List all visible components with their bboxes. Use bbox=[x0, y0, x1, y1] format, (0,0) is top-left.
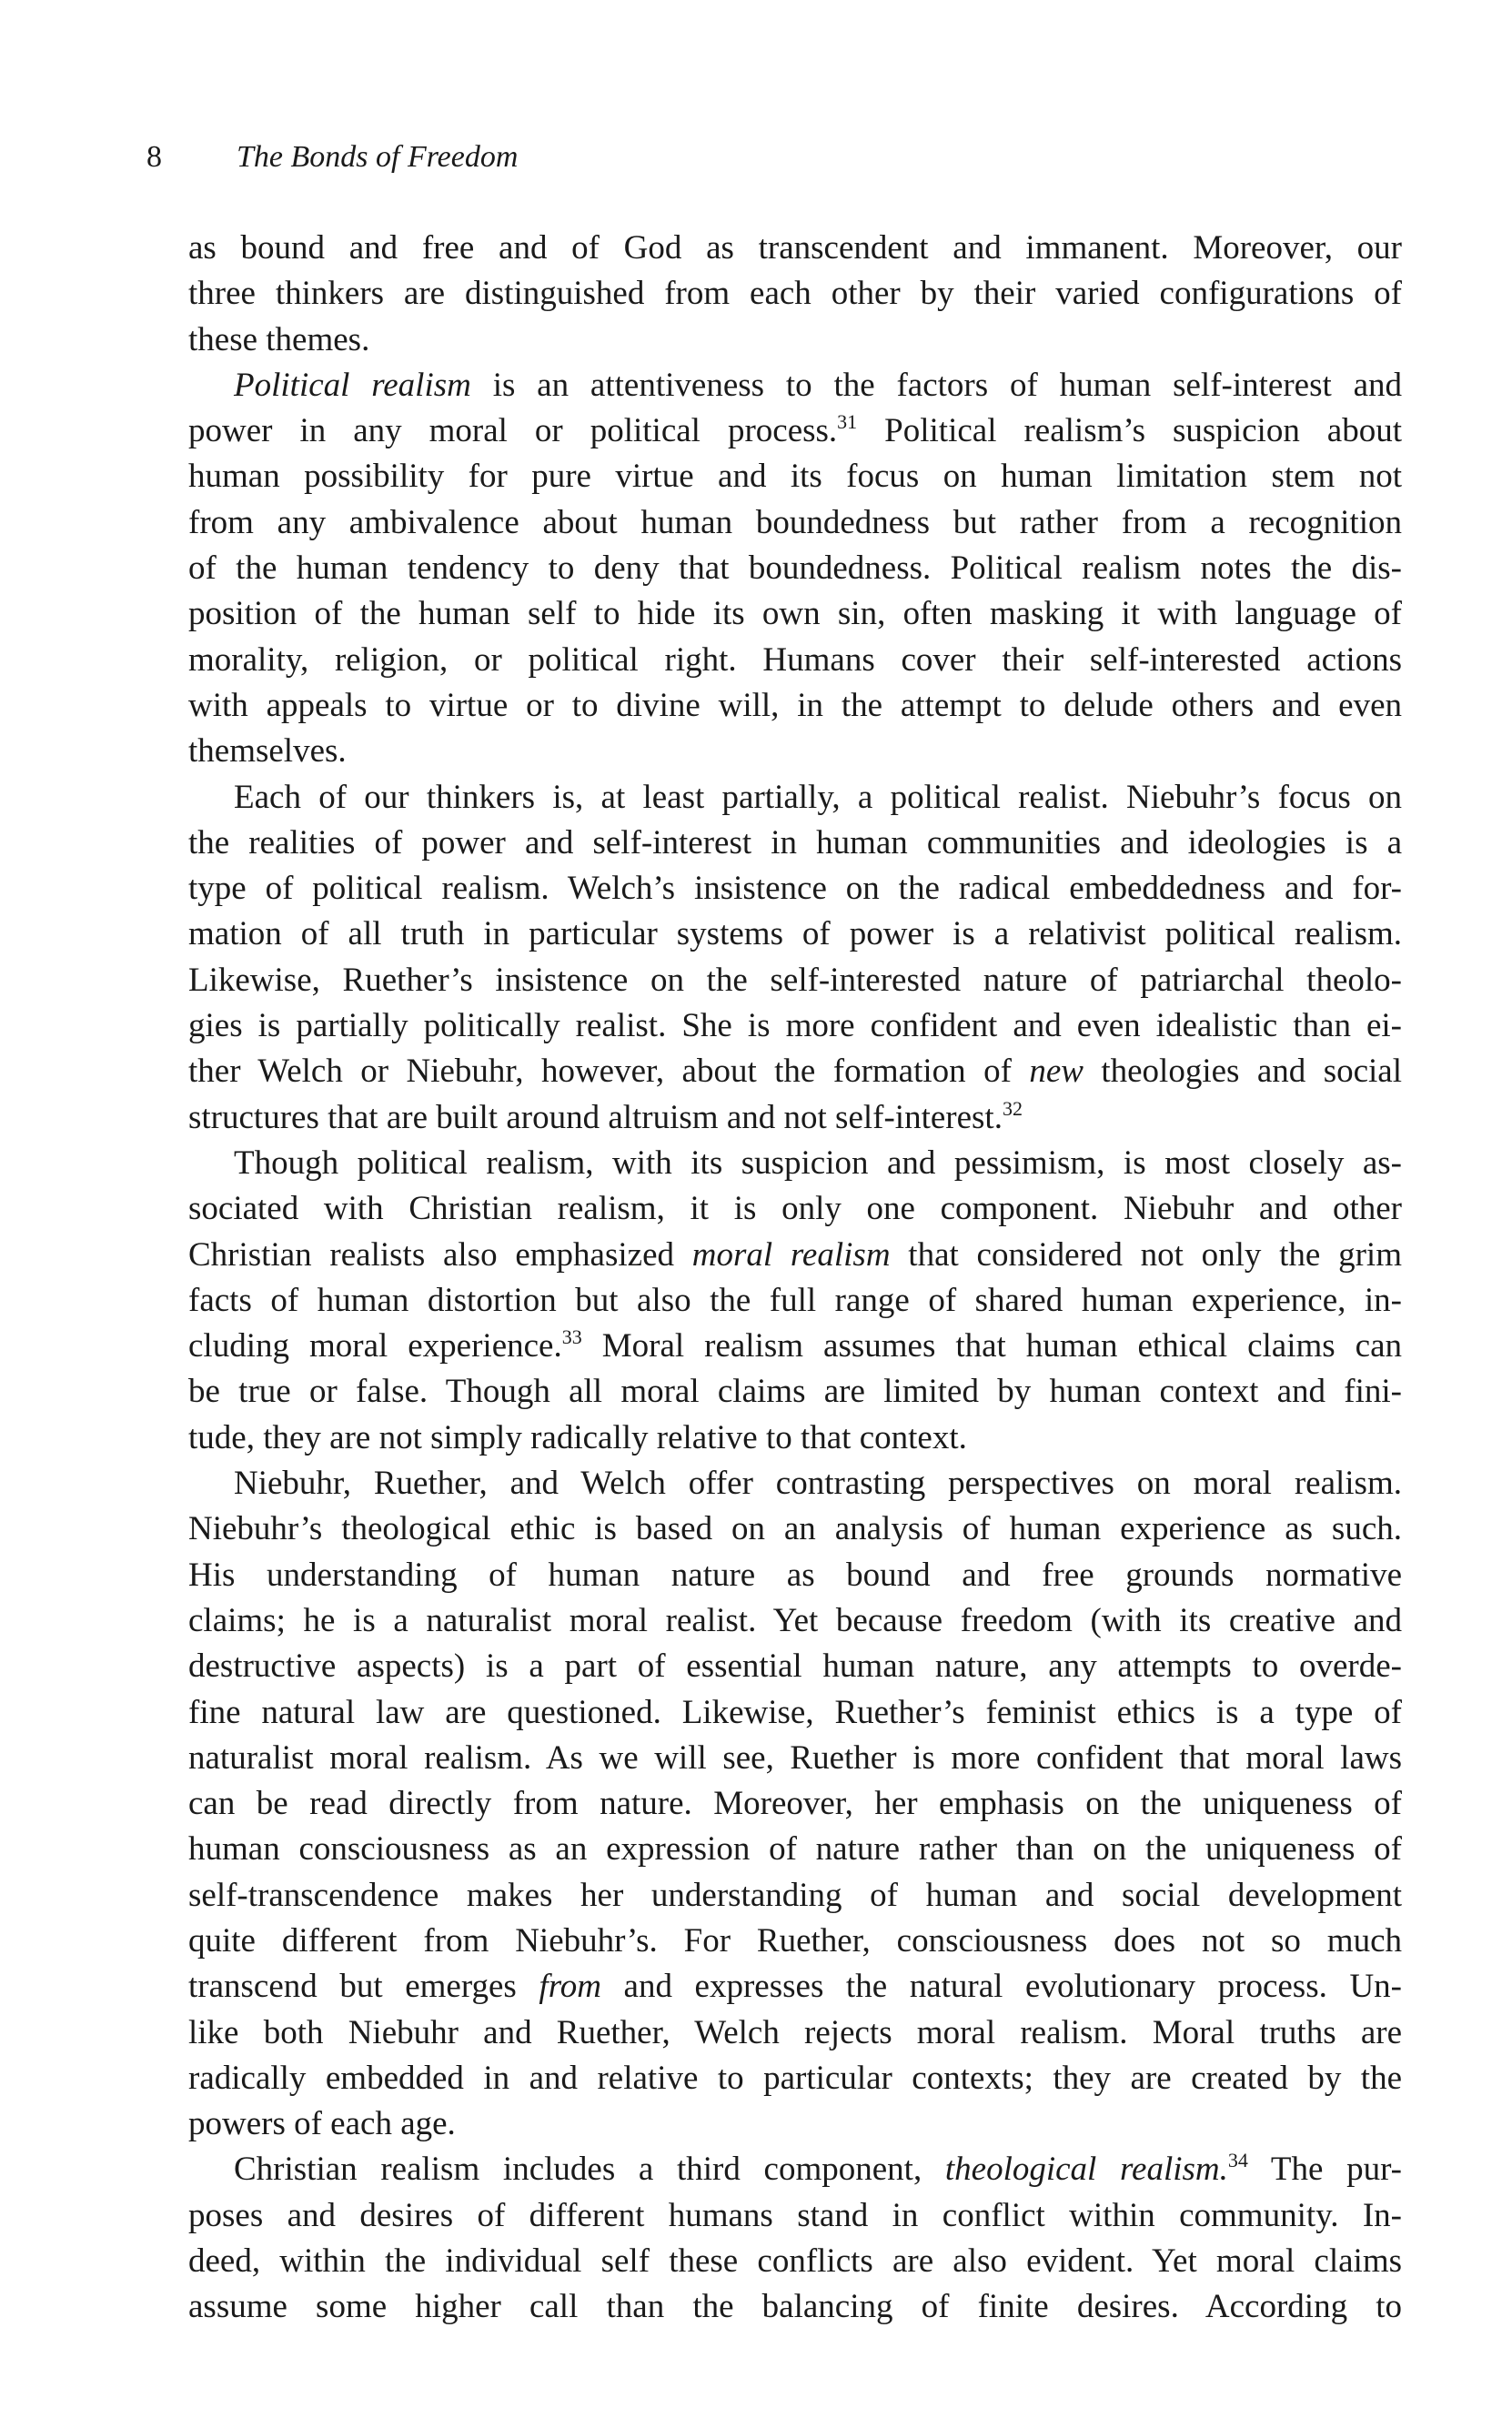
text-run: transcend but emerges bbox=[188, 1968, 539, 2006]
text-line bbox=[188, 2101, 1402, 2147]
text-run: destructive aspects) is a part of essential human nature, any attempts to overde- bbox=[188, 1647, 1402, 1686]
text-line bbox=[188, 408, 1402, 454]
text-run: that considered not only the grim bbox=[890, 1235, 1402, 1274]
text-line bbox=[188, 1919, 1402, 1964]
emphasis-text: moral realism bbox=[691, 1235, 891, 1274]
text-run: mation of all truth in particular systems of power is a relativist political realism. bbox=[188, 915, 1402, 953]
text-run: of the human tendency to deny that boundedness. Political realism notes the dis- bbox=[188, 549, 1402, 588]
text-run: Moral realism assumes that human ethical claims can bbox=[581, 1327, 1403, 1365]
text-run: deed, within the individual self these conflicts are also evident. Yet moral claims bbox=[188, 2242, 1402, 2281]
text-run: Niebuhr’s theological ethic is based on an analysis of human experience as such. bbox=[188, 1510, 1402, 1548]
text-run: Niebuhr, Ruether, and Welch offer contrasting perspectives on moral realism. bbox=[234, 1465, 1402, 1503]
text-run: theologies and social bbox=[1083, 1053, 1402, 1091]
emphasis-text: Political realism bbox=[234, 366, 471, 404]
text-run: Likewise, Ruether’s insistence on the self-interested nature of patriarchal theolo- bbox=[188, 961, 1402, 999]
text-run: as bound and free and of God as transcendent and immanent. Moreover, our bbox=[188, 229, 1402, 267]
text-run: cluding moral experience. bbox=[188, 1327, 562, 1365]
text-line bbox=[188, 363, 1402, 408]
text-run: poses and desires of different humans stand in conflict within community. In- bbox=[188, 2196, 1402, 2234]
text-line bbox=[188, 1141, 1402, 1186]
text-line bbox=[188, 2056, 1402, 2101]
emphasis-text: new bbox=[1029, 1053, 1084, 1091]
text-run: claims; he is a naturalist moral realist. Yet because freedom (with its creative and bbox=[188, 1601, 1402, 1639]
text-line bbox=[188, 454, 1402, 499]
text-line bbox=[188, 2239, 1402, 2284]
paragraph bbox=[188, 1141, 1402, 1461]
footnote-ref: 31 bbox=[837, 410, 858, 434]
text-line bbox=[188, 821, 1402, 866]
text-line bbox=[188, 1827, 1402, 1872]
paragraph bbox=[188, 226, 1402, 363]
text-line bbox=[188, 2010, 1402, 2056]
text-line bbox=[188, 546, 1402, 591]
text-run: human consciousness as an expression of nature rather than on the uniqueness of bbox=[188, 1830, 1402, 1869]
footnote-ref: 34 bbox=[1227, 2149, 1248, 2172]
running-head bbox=[146, 135, 519, 180]
text-line bbox=[188, 683, 1402, 729]
paragraph bbox=[188, 1461, 1402, 2147]
text-run: assume some higher call than the balancing of finite desires. According to bbox=[188, 2288, 1402, 2326]
text-line bbox=[188, 1461, 1402, 1506]
text-run: fine natural law are questioned. Likewise, Ruether’s feminist ethics is a type of bbox=[188, 1693, 1402, 1731]
footnote-ref: 33 bbox=[561, 1325, 582, 1349]
text-run: themselves. bbox=[188, 732, 347, 771]
text-line bbox=[188, 317, 1402, 363]
text-run: position of the human self to hide its own sin, often masking it with language of bbox=[188, 595, 1402, 633]
paragraph bbox=[188, 2147, 1402, 2330]
text-run: three thinkers are distinguished from each other by their varied configurations of bbox=[188, 275, 1402, 313]
text-line bbox=[188, 775, 1402, 821]
text-run: Though political realism, with its suspicion and pessimism, is most closely as- bbox=[234, 1144, 1402, 1182]
text-line bbox=[188, 226, 1402, 271]
text-run: power in any moral or political process. bbox=[188, 412, 838, 450]
text-run: sociated with Christian realism, it is only one component. Niebuhr and other bbox=[188, 1190, 1402, 1228]
text-line bbox=[188, 1598, 1402, 1644]
text-run: these themes. bbox=[188, 320, 370, 358]
text-run: ther Welch or Niebuhr, however, about the formation of bbox=[188, 1053, 1030, 1091]
text-run: type of political realism. Welch’s insistence on the radical embeddedness and for- bbox=[188, 870, 1402, 908]
text-line bbox=[188, 1003, 1402, 1049]
text-run: The pur- bbox=[1247, 2151, 1402, 2189]
text-line bbox=[188, 2193, 1402, 2239]
text-run: His understanding of human nature as bound and free grounds normative bbox=[188, 1556, 1402, 1594]
text-run: facts of human distortion but also the full range of shared human experience, in- bbox=[188, 1281, 1402, 1319]
text-line bbox=[188, 2284, 1402, 2330]
text-line bbox=[188, 1095, 1402, 1141]
text-run: like both Niebuhr and Ruether, Welch rejects moral realism. Moral truths are bbox=[188, 2013, 1402, 2051]
text-run: with appeals to virtue or to divine will, in the attempt to delude others and even bbox=[188, 686, 1402, 724]
emphasis-text: from bbox=[539, 1968, 601, 2006]
text-line bbox=[188, 1873, 1402, 1919]
text-run: gies is partially politically realist. She is more confident and even idealistic than ei- bbox=[188, 1007, 1402, 1045]
text-run: Each of our thinkers is, at least partially, a political realist. Niebuhr’s focus on bbox=[234, 778, 1402, 816]
text-line bbox=[188, 1278, 1402, 1324]
paragraph bbox=[188, 363, 1402, 775]
text-run: structures that are built around altruism and not self-interest. bbox=[188, 1098, 1003, 1136]
text-line bbox=[188, 958, 1402, 1003]
text-line bbox=[188, 1644, 1402, 1689]
text-line bbox=[188, 1186, 1402, 1232]
text-line bbox=[188, 1369, 1402, 1415]
text-run: human possibility for pure virtue and its focus on human limitation stem not bbox=[188, 458, 1402, 496]
text-run: and expresses the natural evolutionary process. Un- bbox=[600, 1968, 1402, 2006]
text-line bbox=[188, 1324, 1402, 1369]
text-run: be true or false. Though all moral claims are limited by human context and fini- bbox=[188, 1373, 1402, 1411]
text-line bbox=[188, 1233, 1402, 1278]
text-line bbox=[188, 729, 1402, 774]
text-line bbox=[188, 1736, 1402, 1781]
page-number: 8 bbox=[146, 140, 162, 174]
paragraph bbox=[188, 775, 1402, 1141]
text-run: tude, they are not simply radically relative to that context. bbox=[188, 1418, 967, 1456]
text-run: Political realism’s suspicion about bbox=[857, 412, 1403, 450]
text-run: Christian realism includes a third component, bbox=[234, 2151, 945, 2189]
text-line bbox=[188, 1553, 1402, 1598]
text-line bbox=[188, 912, 1402, 957]
text-run: self-transcendence makes her understanding of human and social development bbox=[188, 1876, 1402, 1914]
text-run: the realities of power and self-interest in human communities and ideologies is a bbox=[188, 823, 1402, 861]
footnote-ref: 32 bbox=[1002, 1096, 1023, 1120]
text-run: from any ambivalence about human boundedness but rather from a recognition bbox=[188, 503, 1402, 541]
text-line bbox=[188, 1416, 1402, 1461]
text-run: is an attentiveness to the factors of human self-interest and bbox=[470, 366, 1402, 404]
emphasis-text: theological realism. bbox=[944, 2151, 1228, 2189]
text-run: radically embedded in and relative to particular contexts; they are created by the bbox=[188, 2059, 1402, 2097]
text-run: can be read directly from nature. Moreover, her emphasis on the uniqueness of bbox=[188, 1785, 1402, 1823]
text-line bbox=[188, 866, 1402, 912]
text-line bbox=[188, 500, 1402, 546]
text-line bbox=[188, 271, 1402, 317]
text-run: morality, religion, or political right. Humans cover their self-interested actions bbox=[188, 640, 1402, 679]
text-run: Christian realists also emphasized bbox=[188, 1235, 692, 1274]
text-run: powers of each age. bbox=[188, 2105, 456, 2143]
book-title: The Bonds of Freedom bbox=[237, 140, 519, 174]
text-line bbox=[188, 1781, 1402, 1827]
text-run: quite different from Niebuhr’s. For Ruether, consciousness does not so much bbox=[188, 1921, 1402, 1960]
text-line bbox=[188, 591, 1402, 637]
text-line bbox=[188, 2147, 1402, 2192]
text-line bbox=[188, 638, 1402, 683]
text-line bbox=[188, 1049, 1402, 1094]
text-run: naturalist moral realism. As we will see, Ruether is more confident that moral laws bbox=[188, 1738, 1402, 1777]
text-line bbox=[188, 1506, 1402, 1552]
text-line bbox=[188, 1964, 1402, 2010]
body-text bbox=[188, 226, 1402, 2331]
text-line bbox=[188, 1690, 1402, 1736]
